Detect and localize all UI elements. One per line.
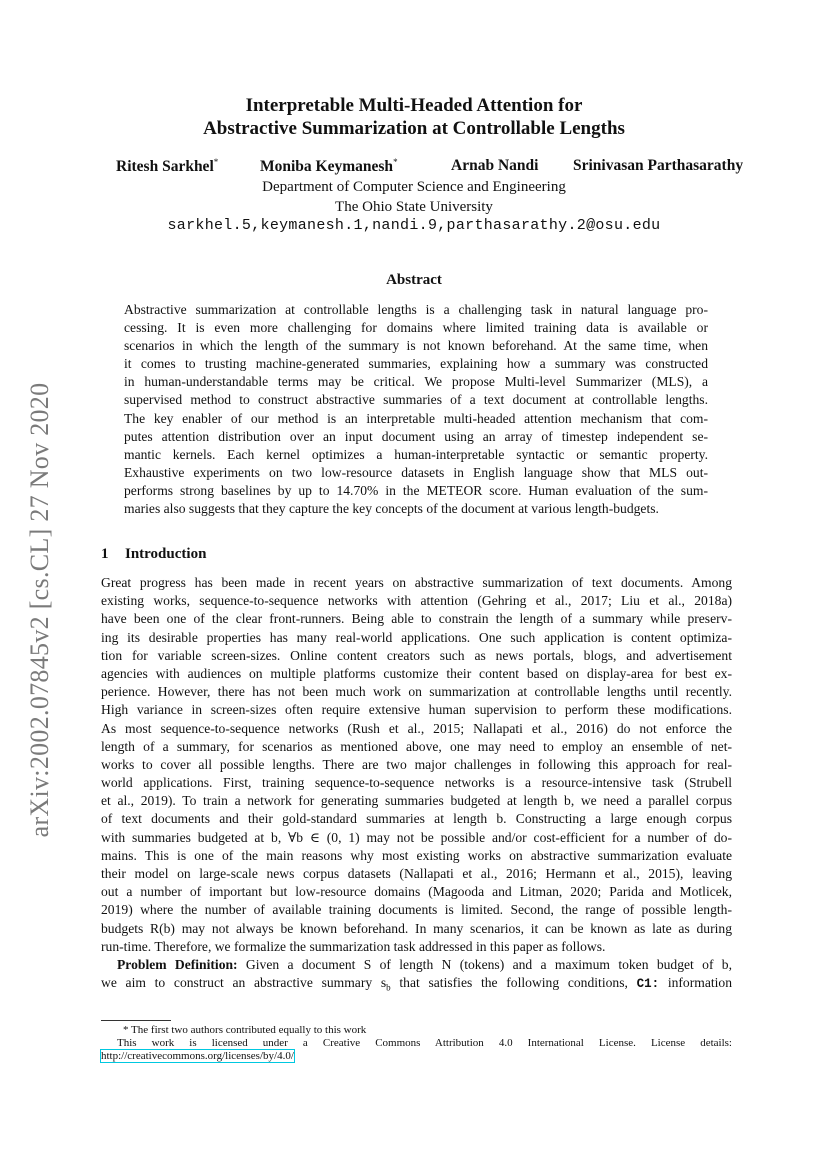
body-line: tion for variable screen-sizes. Online content creators such as news portals, blogs, and advertisement [101, 647, 732, 663]
abstract-heading: Abstract [386, 272, 442, 288]
footnotes [101, 1024, 732, 1063]
footnote-license: This work is licensed under a Creative Commons Attribution 4.0 International License. License details: [117, 1037, 732, 1049]
affiliation-dept: Department of Computer Science and Engineering [262, 179, 566, 195]
body-line: existing works, sequence-to-sequence networks with attention (Gehring et al., 2017; Liu et al., 2018a) [101, 593, 732, 609]
body-line: agencies with audiences on multiple platforms customize their content based on display-area for best ex- [101, 665, 732, 681]
abstract-line: putes attention distribution over an input document using an array of timestep independent se- [124, 428, 708, 444]
body-line: As most sequence-to-sequence networks (Rush et al., 2015; Nallapati et al., 2016) do not enforce the [101, 720, 732, 736]
body-line: perience. However, there has not been much work on summarization at controllable lengths until recently. [101, 684, 732, 700]
author-2: Moniba Keymanesh* [260, 157, 398, 176]
body-line: 2019) where the number of available training documents is limited. Second, the range of possible length- [101, 902, 732, 918]
problem-definition-label: Problem Definition: [117, 956, 238, 972]
body-line: their model on large-scale news corpus datasets (Nallapati et al., 2016; Hermann et al., 2015), leaving [101, 866, 732, 881]
body-line: High variance in screen-sizes often require extensive human supervision to perform these modifications. [101, 702, 732, 718]
body-line: length of a summary, for scenarios as mentioned above, one may need to employ an ensemble of net- [101, 738, 732, 754]
abstract-line: in human-understandable terms may be critical. We propose Multi-level Summarizer (MLS), a [124, 374, 708, 390]
abstract-line: supervised method to construct abstractive summaries of a text document at controllable lengths. [124, 392, 708, 408]
body-line: ing its desirable properties has many real-world applications. One such application is content optimiza- [101, 629, 732, 645]
author-3: Arnab Nandi [451, 157, 539, 174]
title-line-1: Interpretable Multi-Headed Attention for [245, 95, 583, 116]
abstract-line: scenarios in which the length of the summary is not known beforehand. At the same time, when [124, 338, 708, 354]
body-line: et al., 2019). To train a network for generating summaries budgeted at length b, we need a parallel corpus [101, 793, 732, 809]
paper-title [0, 94, 828, 140]
section-title: Introduction [125, 546, 207, 562]
author-4: Srinivasan Parthasarathy [573, 157, 744, 174]
author-1: Ritesh Sarkhel* [116, 157, 219, 176]
abstract-line: maries also suggests that they capture the key concepts of the document at various length-budgets. [124, 501, 659, 517]
body-line: have been one of the clear front-runners. Being able to constrain the length of a summary while preserv- [101, 611, 732, 627]
arxiv-identifier: arXiv:2002.07845v2 [cs.CL] 27 Nov 2020 [25, 382, 54, 838]
body-line: of text documents and their gold-standard summaries at length b. Constructing a large enough corpus [101, 811, 732, 827]
abstract-line: cessing. It is even more challenging for domains where limited training data is available or [124, 320, 708, 336]
license-url-link[interactable]: http://creativecommons.org/licenses/by/4.0/ [101, 1050, 294, 1062]
body-line: run-time. Therefore, we formalize the summarization task addressed in this paper as follows. [101, 938, 606, 954]
footnote-equal-contribution: * The first two authors contributed equally to this work [123, 1024, 367, 1036]
abstract-line: The key enabler of our method is an interpretable multi-headed attention mechanism that com- [124, 410, 708, 426]
abstract-line: it comes to trusting machine-generated summaries, explaining how a summary was constructed [124, 356, 708, 372]
section-number: 1 [101, 546, 109, 562]
arxiv-sidebar [20, 360, 60, 860]
body-line: world applications. First, training sequence-to-sequence networks is a resource-intensive task (Strubell [101, 775, 732, 791]
introduction-body [101, 574, 732, 992]
condition-c1-keyword: C1: [636, 977, 660, 992]
problem-definition-line-2: we aim to construct an abstractive summary $s_b$ that satisfies the following conditions, C1: information [101, 975, 733, 993]
section-heading-introduction [101, 546, 206, 563]
footnote-rule [101, 1020, 171, 1021]
license-link-line [101, 1050, 732, 1063]
abstract-line: mantic kernels. Each kernel optimizes a human-interpretable syntactic or semantic property. [124, 446, 708, 462]
title-line-2: Abstractive Summarization at Controllable Lengths [203, 118, 625, 139]
body-line: mains. This is one of the main reasons why most existing works on abstractive summarization evaluate [101, 847, 732, 863]
body-line: with summaries budgeted at b, ∀b ∈ (0, 1) may not be possible and/or cost-efficient for a number of do- [101, 829, 732, 845]
problem-definition-line-1: Problem Definition: Given a document S of length N (tokens) and a maximum token budget of b, [117, 956, 732, 972]
abstract-line: performs strong baselines by up to 14.70% in the METEOR score. Human evaluation of the sum- [124, 482, 708, 498]
abstract-line: Exhaustive experiments on two low-resource datasets in English language show that MLS out- [124, 464, 708, 480]
abstract-text [124, 301, 708, 518]
body-line: works to cover all possible lengths. There are two major challenges in following this approach for real- [101, 756, 732, 772]
body-line: out a number of important but low-resource domains (Magooda and Litman, 2020; Parida and Motlicek, [101, 884, 732, 900]
abstract-line: Abstractive summarization at controllable lengths is a challenging task in natural language pro- [124, 302, 708, 317]
body-line: budgets R(b) may not always be known beforehand. In many scenarios, it can be known as late as during [101, 920, 732, 936]
body-line: Great progress has been made in recent years on abstractive summarization of text documents. Among [101, 575, 732, 590]
author-emails: sarkhel.5,keymanesh.1,nandi.9,parthasarathy.2@osu.edu [167, 217, 661, 234]
affiliation-university: The Ohio State University [335, 199, 493, 215]
